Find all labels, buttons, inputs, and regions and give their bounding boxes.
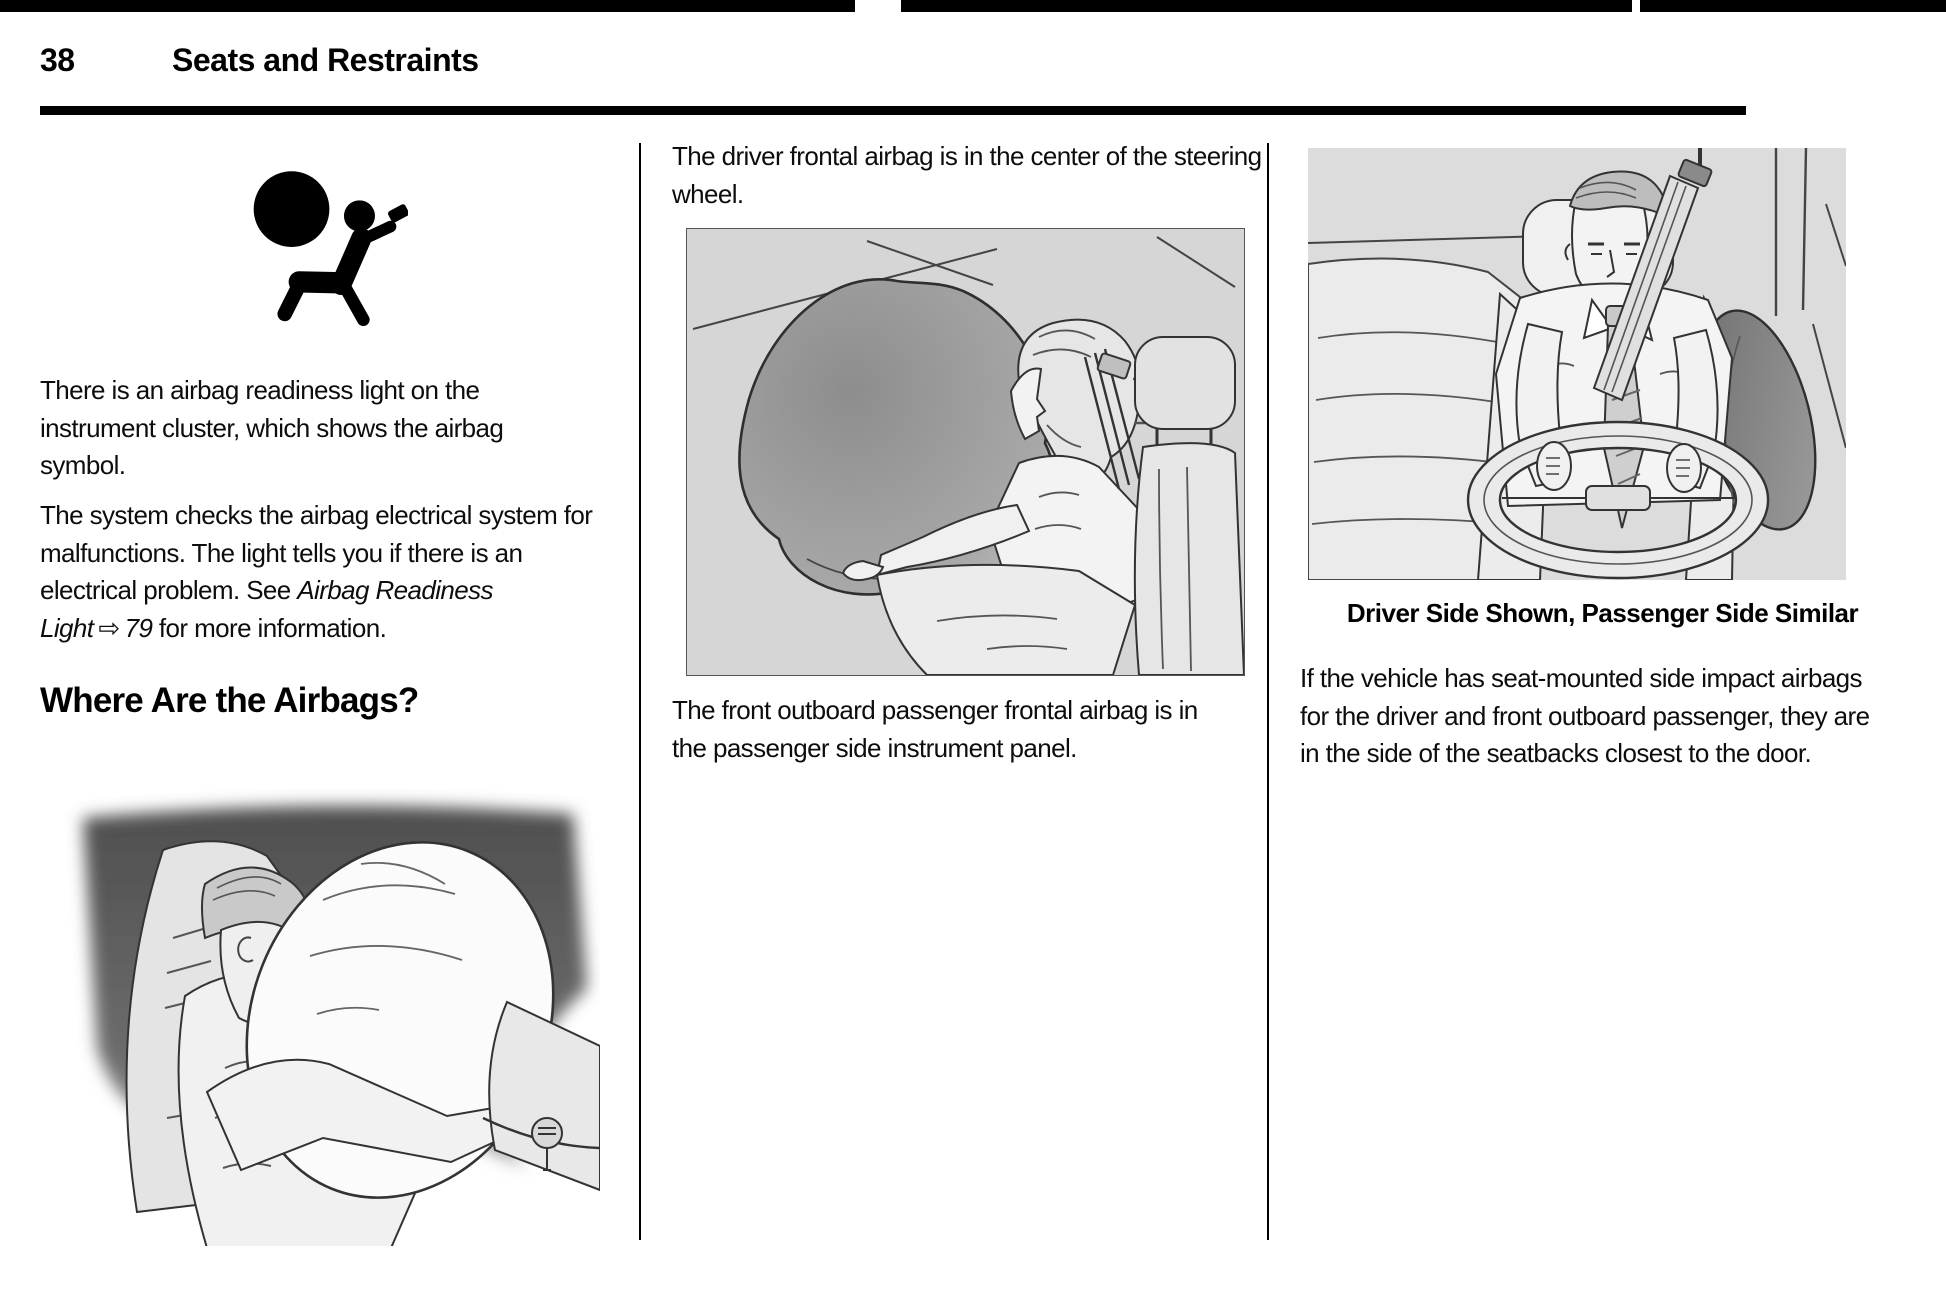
- steering-hub: [1586, 486, 1650, 510]
- cross-reference-page: 79: [124, 613, 153, 644]
- figure-passenger-frontal-airbag: [686, 228, 1245, 676]
- col3-paragraph-side-airbags: If the vehicle has seat-mounted side impact airbags for the driver and front outboard passenger, they are in the side of the seatbacks closest to the door.: [1300, 663, 1870, 769]
- page-number: 38: [40, 42, 75, 78]
- passenger-frontal-airbag-illustration: [687, 229, 1244, 675]
- scan-edge-bar-right: [1640, 0, 1946, 12]
- col1-p2-post: for more information.: [152, 613, 387, 644]
- header-rule: [40, 106, 1746, 115]
- side-impact-airbag-illustration: [1308, 148, 1846, 580]
- figure-side-impact-airbag: [1308, 148, 1846, 580]
- col1-paragraph-readiness-light: There is an airbag readiness light on the instrument cluster, which shows the airbag symbol.: [40, 375, 504, 481]
- col2-paragraph-driver-airbag: The driver frontal airbag is in the center of the steering wheel.: [672, 141, 1262, 209]
- col2-paragraph-passenger-airbag: The front outboard passenger frontal airbag is in the passenger side instrument panel.: [672, 695, 1198, 763]
- scan-edge-bar-left: [0, 0, 855, 12]
- driver-frontal-airbag-illustration: [55, 788, 600, 1246]
- column-divider-1: [639, 143, 641, 1240]
- figure-driver-frontal-airbag: [55, 788, 600, 1246]
- section-heading-where-are-airbags: Where Are the Airbags?: [40, 681, 419, 720]
- figure-caption: Driver Side Shown, Passenger Side Similar: [1346, 598, 1859, 628]
- chapter-title: Seats and Restraints: [172, 42, 479, 78]
- col1-p2-pre: The system checks the airbag electrical system for malfunctions. The light tells you if there is an electrical problem. See: [40, 500, 593, 606]
- cross-reference-title: Airbag Readiness Light: [40, 575, 493, 644]
- airbag-readiness-icon: [243, 160, 408, 330]
- rear-headrest: [1135, 337, 1235, 429]
- cross-reference-arrow-icon: ⇨: [98, 614, 120, 645]
- airbag-symbol-icon: [243, 160, 408, 330]
- instrument-panel: [489, 1002, 600, 1190]
- passenger-lap: [877, 565, 1135, 675]
- col1-paragraph-system-check: [40, 497, 600, 649]
- scan-edge-bar-middle: [901, 0, 1632, 12]
- column-divider-2: [1267, 143, 1269, 1240]
